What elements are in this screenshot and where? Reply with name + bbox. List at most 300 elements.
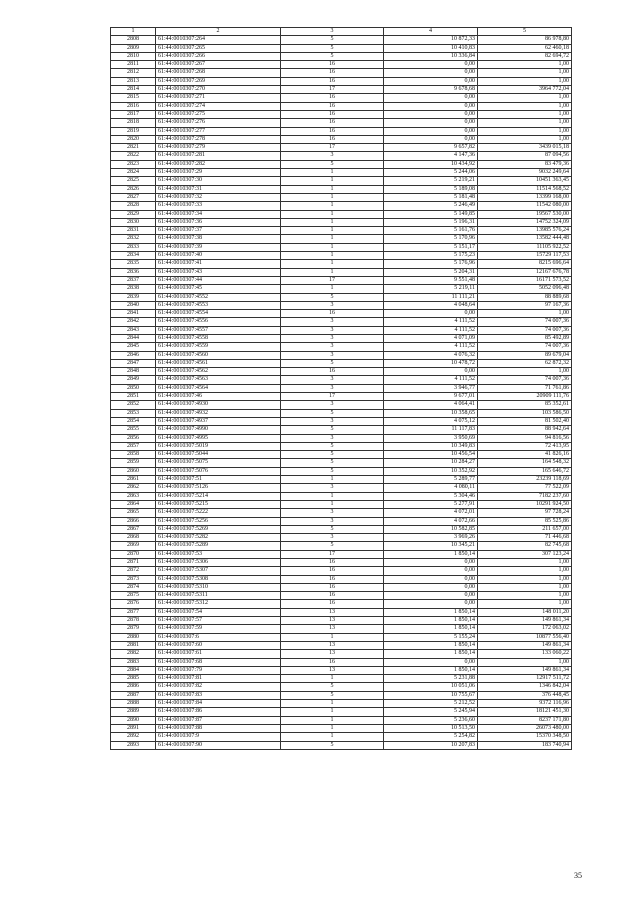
row-index-cell: 2829: [111, 210, 156, 218]
table-row: [111, 119, 572, 127]
table-row: [111, 484, 572, 492]
specific-value-cell: 11 117,83: [384, 426, 478, 434]
table-row: [111, 177, 572, 185]
cadastral-value-cell: 165 646,72: [478, 467, 572, 475]
row-index-cell: 2891: [111, 724, 156, 732]
group-code-cell: 5: [281, 52, 384, 60]
group-code-cell: 5: [281, 741, 384, 749]
cadastral-number-cell: 61:44:0010307:4932: [156, 409, 281, 417]
cadastral-number-cell: 61:44:0010307:4553: [156, 301, 281, 309]
group-code-cell: 5: [281, 160, 384, 168]
table-row: [111, 401, 572, 409]
specific-value-cell: 0,00: [384, 127, 478, 135]
cadastral-value-cell: 172 063,02: [478, 625, 572, 633]
group-code-cell: 1: [281, 210, 384, 218]
row-index-cell: 2819: [111, 127, 156, 135]
row-index-cell: 2810: [111, 52, 156, 60]
cadastral-number-cell: 61:44:0010307:45: [156, 285, 281, 293]
table-row: [111, 733, 572, 741]
group-code-cell: 1: [281, 243, 384, 251]
row-index-cell: 2814: [111, 86, 156, 94]
group-code-cell: 5: [281, 293, 384, 301]
table-row: [111, 600, 572, 608]
row-index-cell: 2876: [111, 600, 156, 608]
row-index-cell: 2879: [111, 625, 156, 633]
row-index-cell: 2887: [111, 691, 156, 699]
table-row: [111, 368, 572, 376]
row-index-cell: 2893: [111, 741, 156, 749]
group-code-cell: 3: [281, 484, 384, 492]
cadastral-number-cell: 61:44:0010307:4563: [156, 376, 281, 384]
row-index-cell: 2872: [111, 567, 156, 575]
group-code-cell: 3: [281, 517, 384, 525]
specific-value-cell: 0,00: [384, 119, 478, 127]
cadastral-value-cell: 8237 171,80: [478, 716, 572, 724]
table-row: [111, 633, 572, 641]
cadastral-value-cell: 1,00: [478, 583, 572, 591]
group-code-cell: 16: [281, 575, 384, 583]
group-code-cell: 1: [281, 218, 384, 226]
cadastral-number-cell: 61:44:0010307:5269: [156, 525, 281, 533]
group-code-cell: 5: [281, 542, 384, 550]
row-index-cell: 2843: [111, 326, 156, 334]
group-code-cell: 17: [281, 86, 384, 94]
cadastral-value-cell: 88 942,64: [478, 426, 572, 434]
cadastral-value-cell: 9372 116,96: [478, 700, 572, 708]
group-code-cell: 3: [281, 417, 384, 425]
cadastral-number-cell: 61:44:0010307:83: [156, 691, 281, 699]
table-row: [111, 451, 572, 459]
cadastral-value-cell: 1,00: [478, 94, 572, 102]
cadastral-number-cell: 61:44:0010307:5214: [156, 492, 281, 500]
cadastral-number-cell: 61:44:0010307:4559: [156, 343, 281, 351]
cadastral-value-cell: 5052 096,48: [478, 285, 572, 293]
specific-value-cell: 4 111,52: [384, 326, 478, 334]
row-index-cell: 2862: [111, 484, 156, 492]
group-code-cell: 1: [281, 700, 384, 708]
group-code-cell: 13: [281, 608, 384, 616]
table-row: [111, 127, 572, 135]
table-row: [111, 243, 572, 251]
cadastral-value-cell: 10877 556,40: [478, 633, 572, 641]
table-row: [111, 169, 572, 177]
cadastral-value-cell: 97 167,36: [478, 301, 572, 309]
row-index-cell: 2865: [111, 509, 156, 517]
group-code-cell: 3: [281, 318, 384, 326]
group-code-cell: 5: [281, 44, 384, 52]
group-code-cell: 3: [281, 534, 384, 542]
row-index-cell: 2855: [111, 426, 156, 434]
cadastral-number-cell: 61:44:0010307:4554: [156, 310, 281, 318]
cadastral-number-cell: 61:44:0010307:5256: [156, 517, 281, 525]
column-header: 5: [478, 28, 572, 36]
cadastral-number-cell: 61:44:0010307:268: [156, 69, 281, 77]
group-code-cell: 13: [281, 625, 384, 633]
specific-value-cell: 5 219,11: [384, 285, 478, 293]
table-row: [111, 61, 572, 69]
cadastral-value-cell: 77 522,09: [478, 484, 572, 492]
group-code-cell: 1: [281, 202, 384, 210]
row-index-cell: 2828: [111, 202, 156, 210]
cadastral-number-cell: 61:44:0010307:274: [156, 102, 281, 110]
cadastral-value-cell: 1,00: [478, 69, 572, 77]
group-code-cell: 5: [281, 691, 384, 699]
row-index-cell: 2834: [111, 252, 156, 260]
specific-value-cell: 5 175,23: [384, 252, 478, 260]
cadastral-number-cell: 61:44:0010307:282: [156, 160, 281, 168]
table-row: [111, 185, 572, 193]
cadastral-value-cell: 74 007,36: [478, 343, 572, 351]
group-code-cell: 1: [281, 227, 384, 235]
group-code-cell: 16: [281, 600, 384, 608]
group-code-cell: 3: [281, 509, 384, 517]
table-row: [111, 567, 572, 575]
cadastral-value-cell: 10291 924,50: [478, 500, 572, 508]
cadastral-number-cell: 61:44:0010307:36: [156, 218, 281, 226]
group-code-cell: 5: [281, 409, 384, 417]
cadastral-value-cell: 1,00: [478, 559, 572, 567]
group-code-cell: 3: [281, 301, 384, 309]
specific-value-cell: 4 071,09: [384, 334, 478, 342]
row-index-cell: 2841: [111, 310, 156, 318]
group-code-cell: 16: [281, 77, 384, 85]
cadastral-number-cell: 61:44:0010307:269: [156, 77, 281, 85]
cadastral-number-cell: 61:44:0010307:5310: [156, 583, 281, 591]
cadastral-number-cell: 61:44:0010307:270: [156, 86, 281, 94]
group-code-cell: 1: [281, 675, 384, 683]
group-code-cell: 3: [281, 343, 384, 351]
specific-value-cell: 5 204,31: [384, 268, 478, 276]
row-index-cell: 2867: [111, 525, 156, 533]
row-index-cell: 2875: [111, 592, 156, 600]
cadastral-value-cell: 85 352,61: [478, 401, 572, 409]
specific-value-cell: 5 246,49: [384, 202, 478, 210]
specific-value-cell: 0,00: [384, 559, 478, 567]
cadastral-number-cell: 61:44:0010307:5308: [156, 575, 281, 583]
table-row: [111, 293, 572, 301]
table-row: [111, 467, 572, 475]
cadastral-number-cell: 61:44:0010307:41: [156, 260, 281, 268]
specific-value-cell: 5 170,96: [384, 235, 478, 243]
specific-value-cell: 1 850,14: [384, 650, 478, 658]
cadastral-number-cell: 61:44:0010307:4562: [156, 368, 281, 376]
cadastral-number-cell: 61:44:0010307:5306: [156, 559, 281, 567]
group-code-cell: 5: [281, 442, 384, 450]
group-code-cell: 16: [281, 368, 384, 376]
row-index-cell: 2882: [111, 650, 156, 658]
row-index-cell: 2873: [111, 575, 156, 583]
column-header: 1: [111, 28, 156, 36]
table-row: [111, 700, 572, 708]
specific-value-cell: 5 181,48: [384, 193, 478, 201]
cadastral-number-cell: 61:44:0010307:5076: [156, 467, 281, 475]
cadastral-value-cell: 16171 573,52: [478, 276, 572, 284]
group-code-cell: 13: [281, 641, 384, 649]
table-row: [111, 708, 572, 716]
row-index-cell: 2890: [111, 716, 156, 724]
specific-value-cell: 1 850,14: [384, 617, 478, 625]
cadastral-value-cell: 307 123,24: [478, 550, 572, 558]
cadastral-number-cell: 61:44:0010307:44: [156, 276, 281, 284]
specific-value-cell: 10 345,21: [384, 542, 478, 550]
group-code-cell: 16: [281, 94, 384, 102]
row-index-cell: 2848: [111, 368, 156, 376]
table-row: [111, 252, 572, 260]
group-code-cell: 16: [281, 102, 384, 110]
group-code-cell: 1: [281, 185, 384, 193]
row-index-cell: 2856: [111, 434, 156, 442]
group-code-cell: 3: [281, 326, 384, 334]
specific-value-cell: 4 064,41: [384, 401, 478, 409]
table-row: [111, 94, 572, 102]
cadastral-number-cell: 61:44:0010307:34: [156, 210, 281, 218]
table-row: [111, 202, 572, 210]
table-row: [111, 77, 572, 85]
cadastral-number-cell: 61:44:0010307:4937: [156, 417, 281, 425]
row-index-cell: 2869: [111, 542, 156, 550]
row-index-cell: 2880: [111, 633, 156, 641]
table-row: [111, 459, 572, 467]
row-index-cell: 2840: [111, 301, 156, 309]
group-code-cell: 1: [281, 724, 384, 732]
cadastral-value-cell: 41 826,16: [478, 451, 572, 459]
row-index-cell: 2866: [111, 517, 156, 525]
specific-value-cell: 0,00: [384, 368, 478, 376]
specific-value-cell: 5 149,85: [384, 210, 478, 218]
cadastral-value-cell: 74 007,36: [478, 376, 572, 384]
specific-value-cell: 10 336,84: [384, 52, 478, 60]
cadastral-value-cell: 87 094,56: [478, 152, 572, 160]
table-row: [111, 476, 572, 484]
specific-value-cell: 5 236,60: [384, 716, 478, 724]
cadastral-number-cell: 61:44:0010307:276: [156, 119, 281, 127]
specific-value-cell: 5 231,88: [384, 675, 478, 683]
row-index-cell: 2820: [111, 135, 156, 143]
specific-value-cell: 4 080,11: [384, 484, 478, 492]
specific-value-cell: 1 850,14: [384, 666, 478, 674]
table-row: [111, 666, 572, 674]
row-index-cell: 2838: [111, 285, 156, 293]
row-index-cell: 2827: [111, 193, 156, 201]
table-row: [111, 592, 572, 600]
cadastral-number-cell: 61:44:0010307:32: [156, 193, 281, 201]
cadastral-value-cell: 88 889,68: [478, 293, 572, 301]
cadastral-value-cell: 3439 015,18: [478, 144, 572, 152]
table-row: [111, 310, 572, 318]
specific-value-cell: 4 072,66: [384, 517, 478, 525]
group-code-cell: 17: [281, 393, 384, 401]
group-code-cell: 1: [281, 716, 384, 724]
table-row: [111, 542, 572, 550]
specific-value-cell: 5 155,24: [384, 633, 478, 641]
group-code-cell: 16: [281, 110, 384, 118]
cadastral-value-cell: 1,00: [478, 135, 572, 143]
cadastral-number-cell: 61:44:0010307:275: [156, 110, 281, 118]
row-index-cell: 2833: [111, 243, 156, 251]
row-index-cell: 2813: [111, 77, 156, 85]
group-code-cell: 1: [281, 177, 384, 185]
cadastral-value-cell: 18121 451,30: [478, 708, 572, 716]
cadastral-number-cell: 61:44:0010307:5222: [156, 509, 281, 517]
cadastral-value-cell: 82 694,72: [478, 52, 572, 60]
cadastral-value-cell: 85 492,89: [478, 334, 572, 342]
cadastral-value-cell: 149 861,34: [478, 641, 572, 649]
cadastral-number-cell: 61:44:0010307:267: [156, 61, 281, 69]
cadastral-value-cell: 1,00: [478, 368, 572, 376]
cadastral-value-cell: 1346 842,04: [478, 683, 572, 691]
cadastral-value-cell: 97 728,24: [478, 509, 572, 517]
specific-value-cell: 10 349,83: [384, 442, 478, 450]
group-code-cell: 1: [281, 500, 384, 508]
table-row: [111, 69, 572, 77]
table-row: [111, 210, 572, 218]
table-row: [111, 86, 572, 94]
cadastral-number-cell: 61:44:0010307:4556: [156, 318, 281, 326]
group-code-cell: 17: [281, 550, 384, 558]
cadastral-value-cell: 11514 568,52: [478, 185, 572, 193]
row-index-cell: 2888: [111, 700, 156, 708]
cadastral-number-cell: 61:44:0010307:6: [156, 633, 281, 641]
cadastral-value-cell: 1,00: [478, 127, 572, 135]
specific-value-cell: 5 254,82: [384, 733, 478, 741]
cadastral-value-cell: 82 745,68: [478, 542, 572, 550]
group-code-cell: 1: [281, 285, 384, 293]
row-index-cell: 2871: [111, 559, 156, 567]
table-row: [111, 741, 572, 749]
table-row: [111, 44, 572, 52]
cadastral-number-cell: 61:44:0010307:79: [156, 666, 281, 674]
group-code-cell: 3: [281, 334, 384, 342]
cadastral-number-cell: 61:44:0010307:53: [156, 550, 281, 558]
cadastral-value-cell: 1,00: [478, 600, 572, 608]
row-index-cell: 2842: [111, 318, 156, 326]
cadastral-value-cell: 7182 237,60: [478, 492, 572, 500]
table-row: [111, 260, 572, 268]
group-code-cell: 13: [281, 617, 384, 625]
cadastral-number-cell: 61:44:0010307:81: [156, 675, 281, 683]
specific-value-cell: 4 111,52: [384, 376, 478, 384]
specific-value-cell: 10 352,92: [384, 467, 478, 475]
group-code-cell: 1: [281, 193, 384, 201]
table-row: [111, 442, 572, 450]
group-code-cell: 17: [281, 144, 384, 152]
specific-value-cell: 4 147,36: [384, 152, 478, 160]
row-index-cell: 2885: [111, 675, 156, 683]
cadastral-number-cell: 61:44:0010307:29: [156, 169, 281, 177]
table-row: [111, 675, 572, 683]
cadastral-value-cell: 183 740,94: [478, 741, 572, 749]
group-code-cell: 16: [281, 567, 384, 575]
specific-value-cell: 0,00: [384, 135, 478, 143]
table-row: [111, 110, 572, 118]
table-row: [111, 227, 572, 235]
specific-value-cell: 4 075,12: [384, 417, 478, 425]
row-index-cell: 2870: [111, 550, 156, 558]
row-index-cell: 2832: [111, 235, 156, 243]
column-header: 2: [156, 28, 281, 36]
cadastral-number-cell: 61:44:0010307:4557: [156, 326, 281, 334]
cadastral-number-cell: 61:44:0010307:279: [156, 144, 281, 152]
table-row: [111, 658, 572, 666]
cadastral-number-cell: 61:44:0010307:86: [156, 708, 281, 716]
row-index-cell: 2854: [111, 417, 156, 425]
table-row: [111, 218, 572, 226]
cadastral-number-cell: 61:44:0010307:40: [156, 252, 281, 260]
table-row: [111, 583, 572, 591]
cadastral-number-cell: 61:44:0010307:5044: [156, 451, 281, 459]
table-row: [111, 152, 572, 160]
cadastral-number-cell: 61:44:0010307:61: [156, 650, 281, 658]
specific-value-cell: 5 196,31: [384, 218, 478, 226]
cadastral-value-cell: 74 007,36: [478, 326, 572, 334]
cadastral-number-cell: 61:44:0010307:5307: [156, 567, 281, 575]
group-code-cell: 3: [281, 351, 384, 359]
row-index-cell: 2881: [111, 641, 156, 649]
row-index-cell: 2847: [111, 359, 156, 367]
specific-value-cell: 0,00: [384, 110, 478, 118]
cadastral-number-cell: 61:44:0010307:90: [156, 741, 281, 749]
specific-value-cell: 5 304,46: [384, 492, 478, 500]
cadastral-value-cell: 1,00: [478, 310, 572, 318]
row-index-cell: 2886: [111, 683, 156, 691]
cadastral-value-cell: 1,00: [478, 575, 572, 583]
row-index-cell: 2836: [111, 268, 156, 276]
cadastral-value-cell: 13399 168,00: [478, 193, 572, 201]
specific-value-cell: 0,00: [384, 575, 478, 583]
table-row: [111, 534, 572, 542]
group-code-cell: 16: [281, 119, 384, 127]
cadastral-number-cell: 61:44:0010307:271: [156, 94, 281, 102]
column-header: 4: [384, 28, 478, 36]
group-code-cell: 16: [281, 69, 384, 77]
cadastral-number-cell: 61:44:0010307:9: [156, 733, 281, 741]
group-code-cell: 16: [281, 592, 384, 600]
table-row: [111, 559, 572, 567]
row-index-cell: 2823: [111, 160, 156, 168]
cadastral-table: [110, 27, 572, 750]
cadastral-value-cell: 11105 922,52: [478, 243, 572, 251]
row-index-cell: 2864: [111, 500, 156, 508]
group-code-cell: 3: [281, 376, 384, 384]
cadastral-value-cell: 1,00: [478, 592, 572, 600]
specific-value-cell: 0,00: [384, 77, 478, 85]
row-index-cell: 2857: [111, 442, 156, 450]
cadastral-value-cell: 3964 772,04: [478, 86, 572, 94]
row-index-cell: 2868: [111, 534, 156, 542]
specific-value-cell: 10 456,54: [384, 451, 478, 459]
cadastral-value-cell: 71 446,68: [478, 534, 572, 542]
specific-value-cell: 1 850,14: [384, 608, 478, 616]
group-code-cell: 5: [281, 359, 384, 367]
table-row: [111, 318, 572, 326]
cadastral-number-cell: 61:44:0010307:5282: [156, 534, 281, 542]
cadastral-value-cell: 12917 511,72: [478, 675, 572, 683]
cadastral-number-cell: 61:44:0010307:38: [156, 235, 281, 243]
cadastral-value-cell: 1,00: [478, 61, 572, 69]
cadastral-value-cell: 14752 324,09: [478, 218, 572, 226]
cadastral-number-cell: 61:44:0010307:5126: [156, 484, 281, 492]
row-index-cell: 2874: [111, 583, 156, 591]
table-row: [111, 285, 572, 293]
group-code-cell: 3: [281, 401, 384, 409]
cadastral-value-cell: 71 761,86: [478, 384, 572, 392]
row-index-cell: 2859: [111, 459, 156, 467]
row-index-cell: 2817: [111, 110, 156, 118]
cadastral-number-cell: 61:44:0010307:5215: [156, 500, 281, 508]
row-index-cell: 2852: [111, 401, 156, 409]
group-code-cell: 1: [281, 492, 384, 500]
table-row: [111, 144, 572, 152]
